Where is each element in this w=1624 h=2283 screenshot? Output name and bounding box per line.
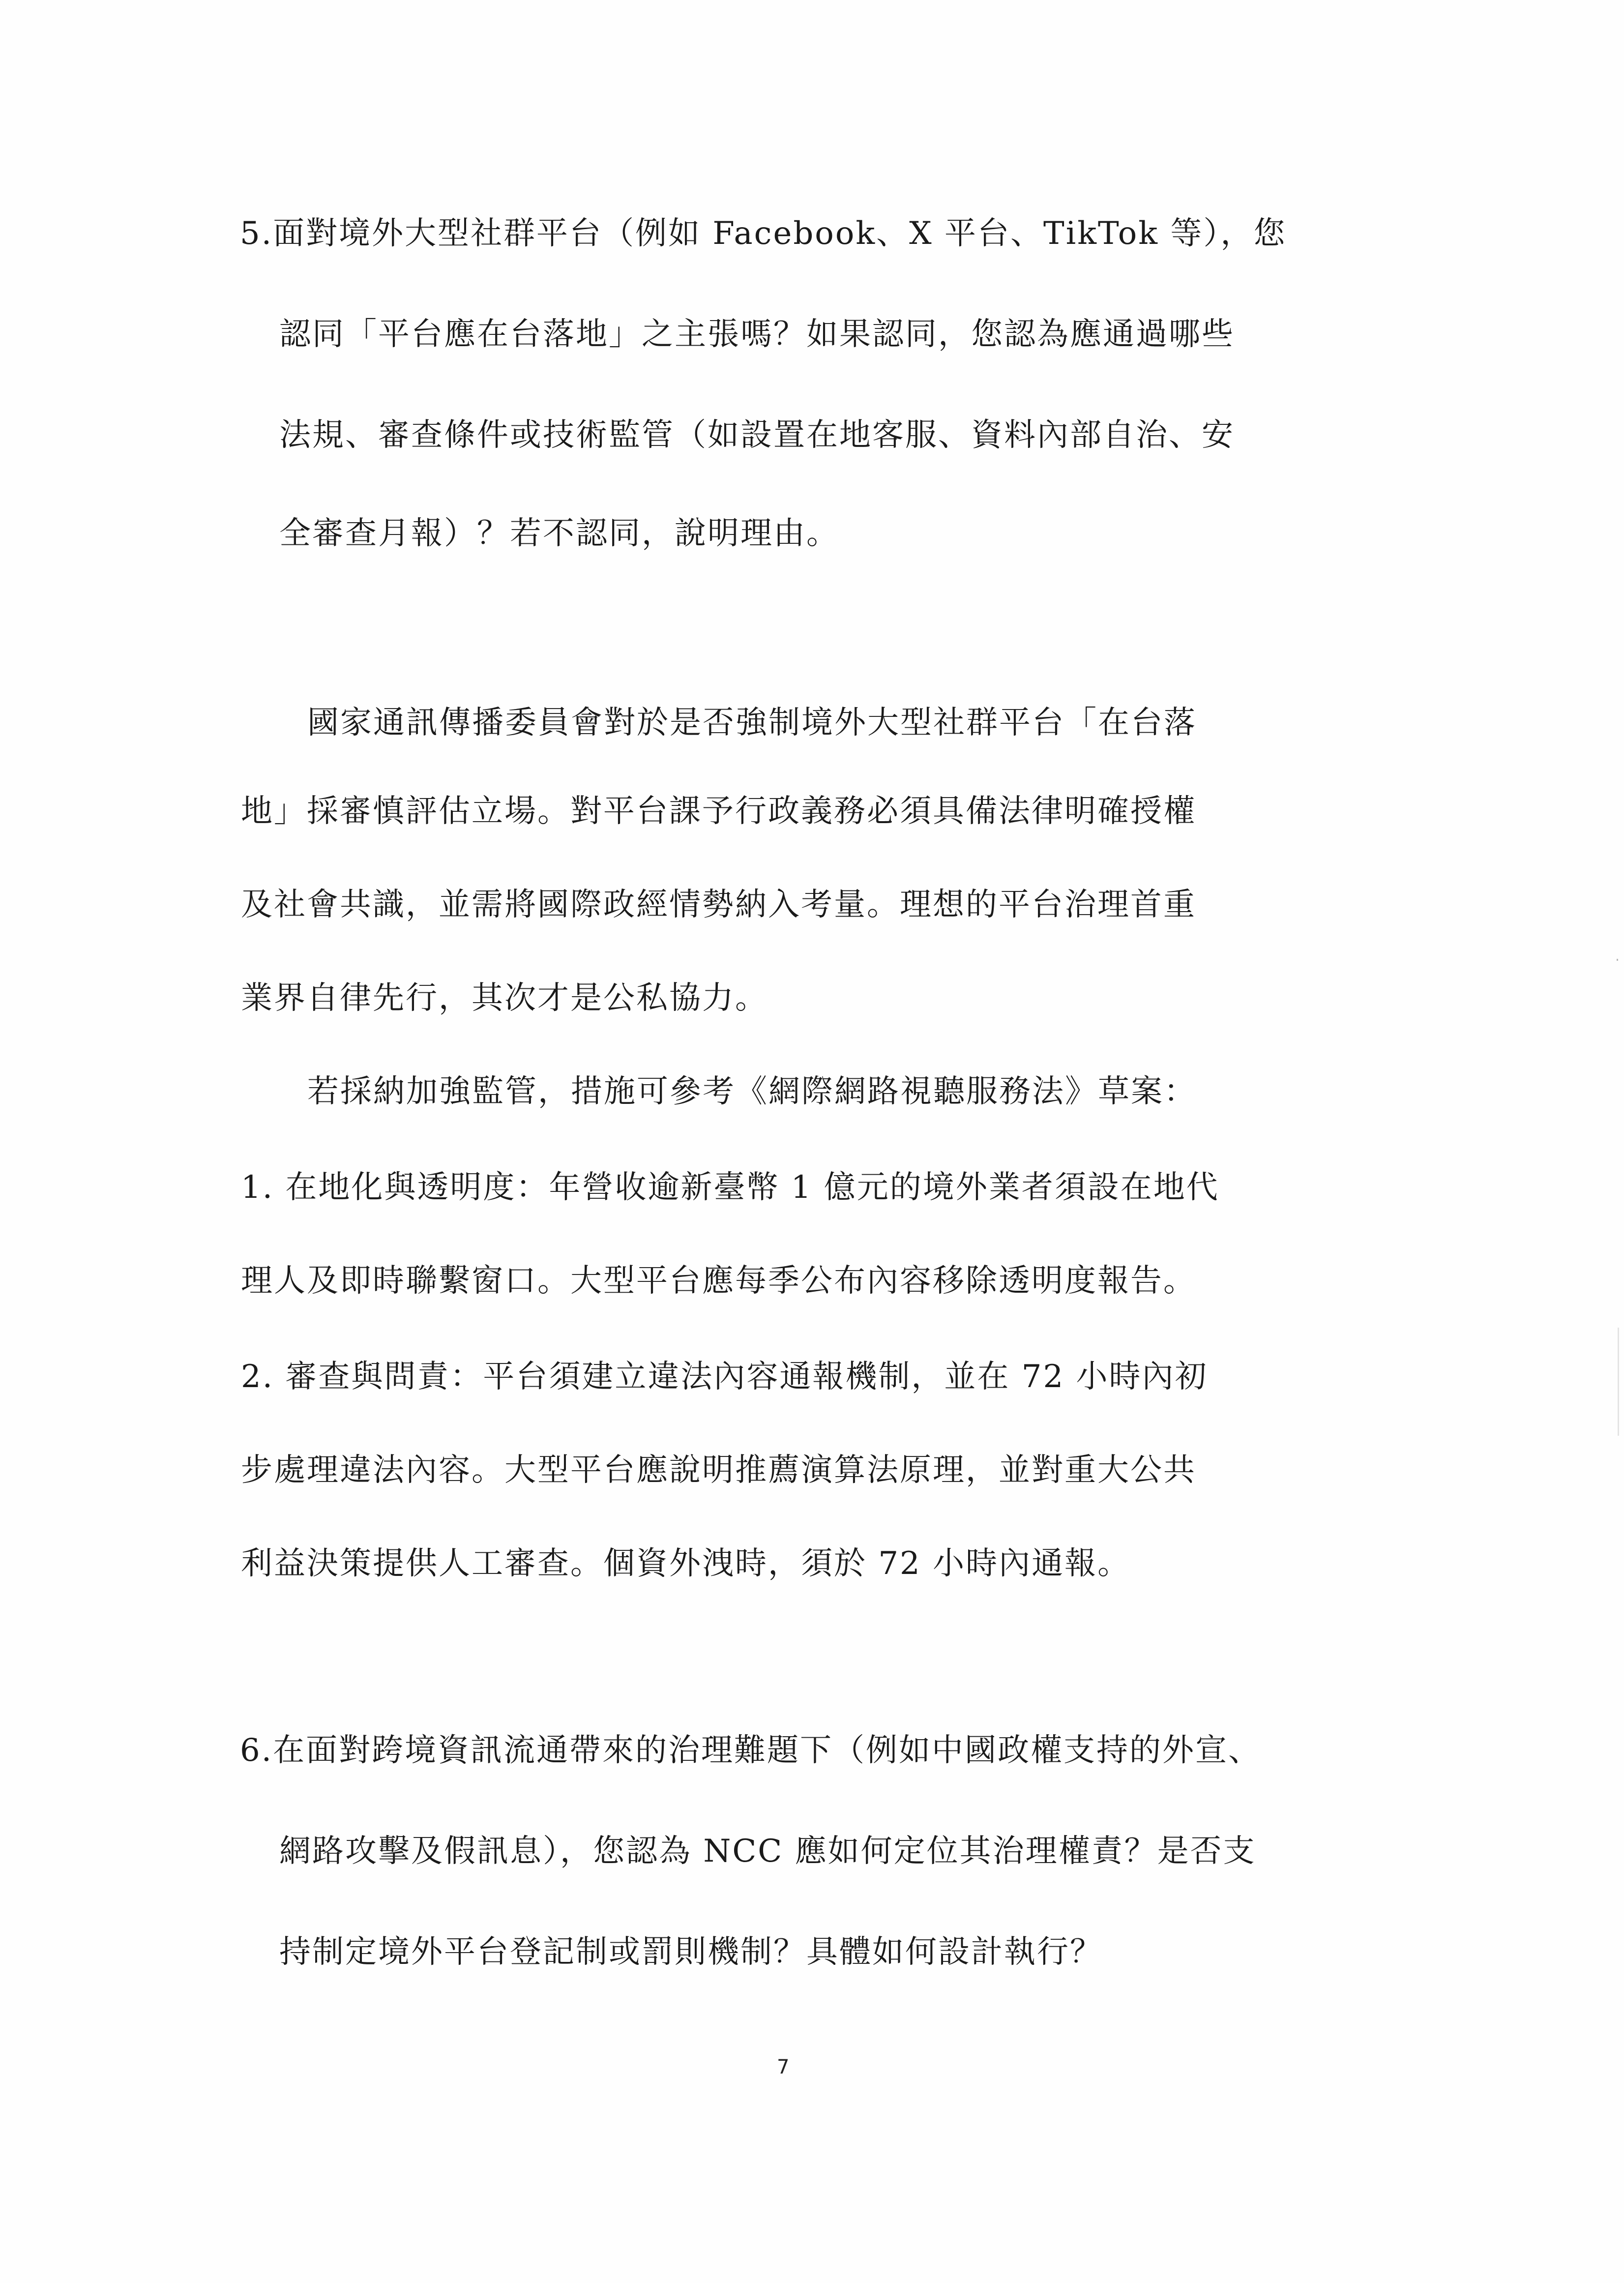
answer-5-paragraph-1-line-3: 及社會共識，並需將國際政經情勢納入考量。理想的平台治理首重	[241, 887, 1196, 923]
page-number: 7	[777, 2056, 790, 2078]
answer-5-item-2-line-2: 步處理違法內容。大型平台應說明推薦演算法原理，並對重大公共	[241, 1452, 1196, 1488]
answer-5-paragraph-2: 若採納加強監管，措施可參考《網際網路視聽服務法》草案：	[307, 1073, 1197, 1110]
question-6-line-1: 6.在面對跨境資訊流通帶來的治理難題下（例如中國政權支持的外宣、	[240, 1732, 1262, 1769]
answer-5-item-2-line-3: 利益決策提供人工審查。個資外洩時，須於 72 小時內通報。	[241, 1545, 1131, 1582]
question-5-line-4: 全審查月報）？若不認同，說明理由。	[279, 515, 839, 552]
answer-5-item-2-line-1: 2. 審查與問責：平台須建立違法內容通報機制，並在 72 小時內初	[241, 1359, 1208, 1395]
scan-speck	[1617, 959, 1618, 961]
answer-5-item-1-line-2: 理人及即時聯繫窗口。大型平台應每季公布內容移除透明度報告。	[241, 1263, 1196, 1299]
question-5-line-3: 法規、審查條件或技術監管（如設置在地客服、資料內部自治、安	[279, 417, 1235, 453]
question-5-line-2: 認同「平台應在台落地」之主張嗎？如果認同，您認為應通過哪些	[279, 316, 1235, 353]
answer-5-paragraph-1-line-1: 國家通訊傳播委員會對於是否強制境外大型社群平台「在台落	[307, 705, 1197, 741]
answer-5-paragraph-1-line-2: 地」採審慎評估立場。對平台課予行政義務必須具備法律明確授權	[241, 793, 1196, 830]
question-5-line-1: 5.面對境外大型社群平台（例如 Facebook、X 平台、TikTok 等），您	[240, 215, 1287, 252]
scan-edge-mark	[1618, 1328, 1619, 1436]
answer-5-paragraph-1-line-4: 業界自律先行，其次才是公私協力。	[241, 980, 768, 1016]
question-6-line-3: 持制定境外平台登記制或罰則機制？具體如何設計執行？	[279, 1934, 1103, 1970]
answer-5-item-1-line-1: 1. 在地化與透明度：年營收逾新臺幣 1 億元的境外業者須設在地代	[241, 1169, 1219, 1206]
question-6-line-2: 網路攻擊及假訊息），您認為 NCC 應如何定位其治理權責？是否支	[279, 1833, 1256, 1869]
